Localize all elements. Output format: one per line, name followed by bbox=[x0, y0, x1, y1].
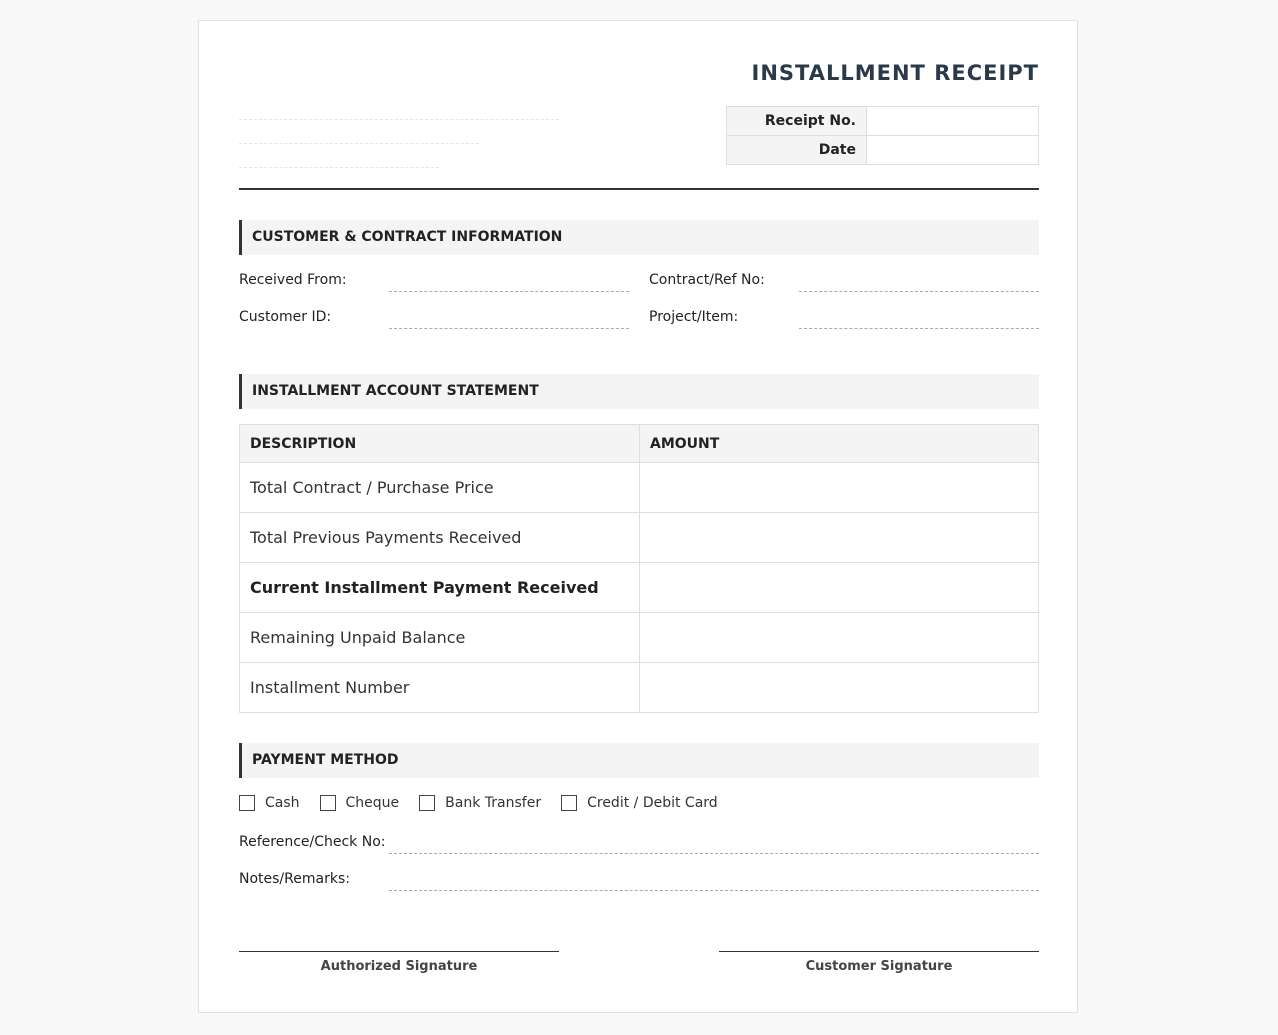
received-from-field[interactable] bbox=[389, 291, 629, 292]
cheque-label: Cheque bbox=[345, 795, 400, 811]
row-description: Current Installment Payment Received bbox=[240, 563, 640, 613]
receipt-title: INSTALLMENT RECEIPT bbox=[751, 61, 1039, 85]
payment-section-header: PAYMENT METHOD bbox=[239, 743, 1039, 778]
table-row bbox=[240, 613, 1039, 663]
customer-id-field[interactable] bbox=[389, 328, 629, 329]
payment-option-cash[interactable] bbox=[239, 795, 300, 811]
row-description: Total Previous Payments Received bbox=[240, 513, 640, 563]
received-from-label: Received From: bbox=[239, 272, 347, 288]
table-row bbox=[240, 563, 1039, 613]
cheque-checkbox[interactable] bbox=[320, 795, 336, 811]
payment-method-options bbox=[239, 794, 738, 812]
contract-ref-field[interactable] bbox=[799, 291, 1039, 292]
notes-label: Notes/Remarks: bbox=[239, 871, 350, 887]
row-description: Total Contract / Purchase Price bbox=[240, 463, 640, 513]
bank-transfer-label: Bank Transfer bbox=[445, 795, 542, 811]
row-amount-field[interactable] bbox=[640, 563, 1039, 613]
row-amount-field[interactable] bbox=[640, 663, 1039, 713]
table-row bbox=[240, 663, 1039, 713]
receipt-no-label: Receipt No. bbox=[727, 107, 867, 136]
card-label: Credit / Debit Card bbox=[587, 795, 718, 811]
contract-ref-label: Contract/Ref No: bbox=[649, 272, 765, 288]
payment-option-bank-transfer[interactable] bbox=[419, 795, 541, 811]
row-amount-field[interactable] bbox=[640, 513, 1039, 563]
company-address-placeholder bbox=[239, 143, 479, 144]
row-description: Remaining Unpaid Balance bbox=[240, 613, 640, 663]
statement-header-row bbox=[240, 425, 1039, 463]
authorized-signature-label: Authorized Signature bbox=[320, 959, 478, 974]
cash-checkbox[interactable] bbox=[239, 795, 255, 811]
cash-label: Cash bbox=[265, 795, 300, 811]
row-amount-field[interactable] bbox=[640, 613, 1039, 663]
bank-transfer-checkbox[interactable] bbox=[419, 795, 435, 811]
payment-option-cheque[interactable] bbox=[320, 795, 400, 811]
reference-field[interactable] bbox=[389, 853, 1039, 854]
company-contact-placeholder bbox=[239, 167, 439, 168]
description-column-header: DESCRIPTION bbox=[240, 425, 640, 463]
receipt-no-field[interactable] bbox=[867, 107, 1039, 136]
payment-option-card[interactable] bbox=[561, 795, 718, 811]
table-row bbox=[240, 513, 1039, 563]
customer-section-header: CUSTOMER & CONTRACT INFORMATION bbox=[239, 220, 1039, 255]
customer-id-label: Customer ID: bbox=[239, 309, 332, 325]
row-description: Installment Number bbox=[240, 663, 640, 713]
project-item-field[interactable] bbox=[799, 328, 1039, 329]
notes-field[interactable] bbox=[389, 890, 1039, 891]
statement-section-header: INSTALLMENT ACCOUNT STATEMENT bbox=[239, 374, 1039, 409]
reference-label: Reference/Check No: bbox=[239, 834, 386, 850]
card-checkbox[interactable] bbox=[561, 795, 577, 811]
customer-signature-label: Customer Signature bbox=[805, 959, 953, 974]
customer-signature-line[interactable] bbox=[719, 951, 1039, 952]
date-label: Date bbox=[727, 136, 867, 165]
statement-table bbox=[239, 424, 1039, 713]
table-row bbox=[240, 463, 1039, 513]
receipt-meta-table bbox=[726, 106, 1039, 165]
header-divider bbox=[239, 188, 1039, 190]
amount-column-header: AMOUNT bbox=[640, 425, 1039, 463]
project-item-label: Project/Item: bbox=[649, 309, 739, 325]
row-amount-field[interactable] bbox=[640, 463, 1039, 513]
date-field[interactable] bbox=[867, 136, 1039, 165]
authorized-signature-line[interactable] bbox=[239, 951, 559, 952]
receipt-page bbox=[198, 20, 1078, 1013]
company-name-placeholder bbox=[239, 119, 559, 120]
